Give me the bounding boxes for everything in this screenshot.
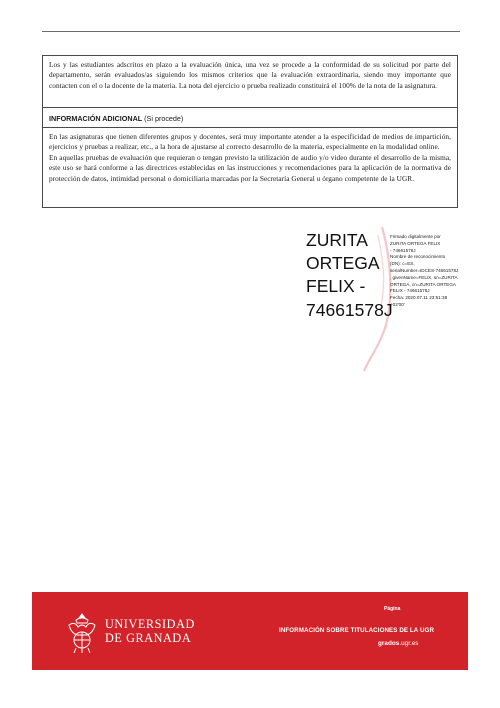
evaluacion-unica-box	[42, 55, 458, 107]
section-heading	[43, 108, 457, 128]
titulaciones-info-title: INFORMACIÓN SOBRE TITULACIONES DE LA UGR	[279, 627, 435, 634]
signature-detail-line: serialNumber=IDCES-74661578J	[390, 267, 459, 273]
section-heading-title: INFORMACIÓN ADICIONAL	[49, 114, 143, 123]
signature-detail-line: Fecha: 2020.07.11 23:51:38	[390, 295, 448, 301]
signature-detail-line: Firmado digitalmente por	[390, 234, 441, 239]
signer-name-line: ZURITA	[306, 230, 368, 250]
informacion-adicional-paragraph-2: En aquellas pruebas de evaluación que requieran o tengan previsto la utilización de audio y/o video durante el desarrollo de la misma, este uso se hará conforme a las directrices establecidas en las instrucciones y recomendaciones para la aplicación de la normativa de protección de datos, intimidad personal o domiciliaria marcadas por la Secretaría General u órgano competente de la UGR.	[49, 152, 451, 183]
signature-detail-line: , givenName=FELIX, sn=ZURITA	[390, 274, 458, 280]
ugr-footer-banner	[32, 592, 468, 670]
signer-name-line: ORTEGA	[306, 253, 380, 274]
section-heading-note: (Si procede)	[142, 114, 184, 123]
signature-detail-line: (DN): c=ES,	[390, 261, 415, 267]
header-rule	[42, 31, 460, 32]
signer-name-line: FELIX -	[306, 276, 366, 297]
grados-website-domain: .ugr.es	[399, 640, 419, 647]
grados-website	[378, 640, 419, 647]
signature-detail-line: ORTEGA, cn=ZURITA ORTEGA	[390, 281, 456, 287]
grados-website-bold: grados	[378, 640, 400, 647]
digital-signature	[306, 229, 466, 379]
signature-details	[390, 234, 466, 309]
signature-detail-line: ZURITA ORTEGA FELIX	[390, 240, 441, 246]
informacion-adicional-paragraph-1: En las asignaturas que tienen diferentes grupos y docentes, será muy importante atender a la especificidad de medios de impartición, ejercicios y pruebas a realizar, etc., a la hora de ajustarse al correcto desarrollo de la materia, especialmente en la modalidad online.	[49, 132, 451, 152]
evaluacion-unica-text: Los y las estudiantes adscritos en plazo a la evaluación única, una vez se procede a la conformidad de su solicitud por parte del departamento, serán evaluados/as siguiendo los mismos criterios que la evaluación extraordinaria, siendo muy importante que contacten con el o la docente de la materia. La nota del ejercicio o prueba realizado constituirá el 100% de la nota de la asignatura.	[49, 60, 451, 90]
university-crest-icon	[65, 611, 99, 655]
signer-name-line: 74661578J	[306, 299, 393, 320]
signer-name	[306, 229, 392, 322]
signature-detail-line: - 74661578J	[390, 247, 416, 253]
signature-detail-line: Nombre de reconocimiento	[390, 254, 446, 260]
signature-detail-line: FELIX - 74661578J	[390, 288, 430, 294]
university-name-line-2: DE GRANADA	[105, 631, 192, 645]
informacion-adicional-box	[42, 107, 458, 208]
university-name-line-1: UNIVERSIDAD	[105, 617, 195, 631]
university-name	[105, 617, 195, 645]
page-label: Página	[384, 606, 401, 612]
signature-detail-line: +02'00'	[390, 301, 405, 307]
